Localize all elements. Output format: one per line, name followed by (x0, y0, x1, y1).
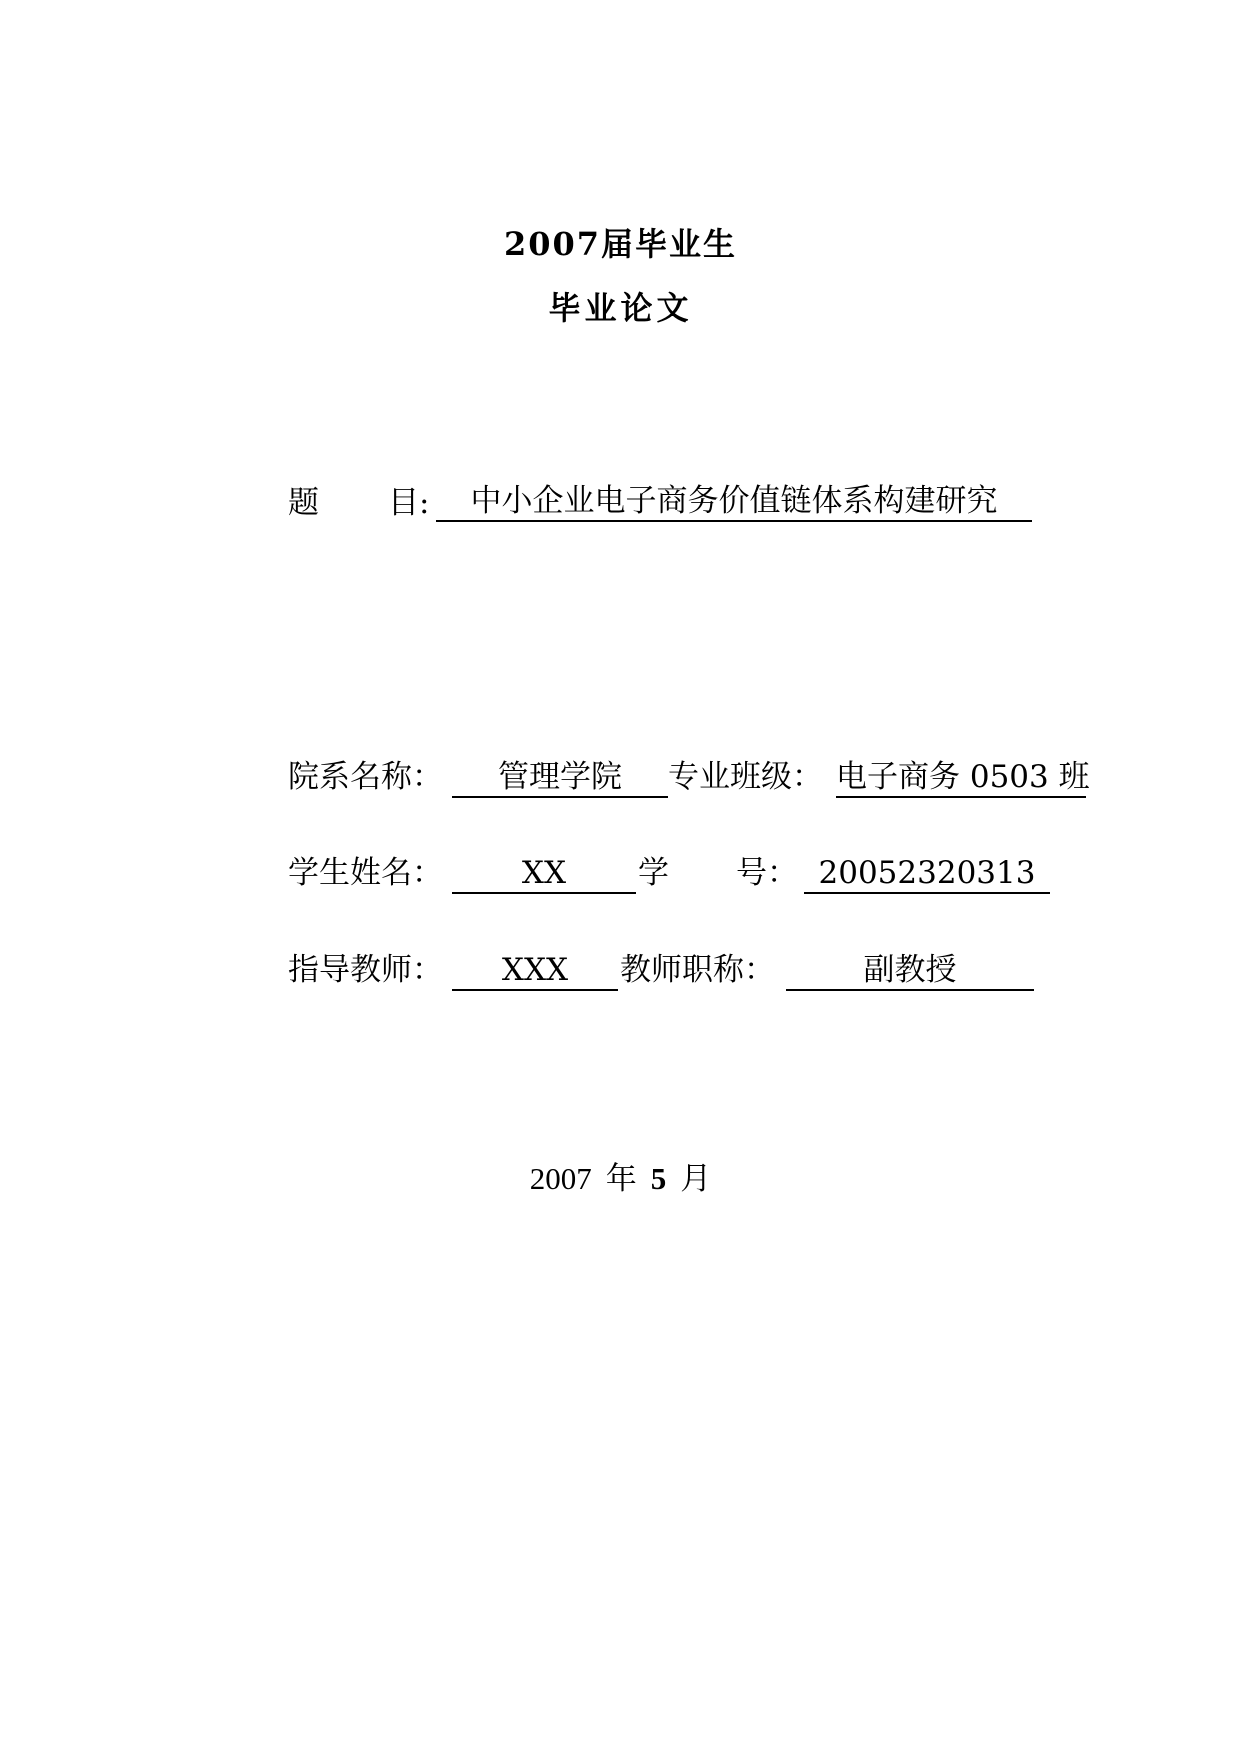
title-label-part1: 题 (288, 485, 319, 521)
date-month-suffix: 月 (680, 1161, 712, 1197)
date-year-suffix: 年 (605, 1161, 637, 1197)
thesis-title-value: 中小企业电子商务价值链体系构建研究 (436, 486, 1032, 522)
student-name-value: XX (452, 858, 636, 894)
student-id-label-part2: 号： (736, 855, 798, 891)
department-label: 院系名称： (288, 759, 443, 795)
student-id-value: 20052320313 (804, 858, 1050, 894)
submission-date (0, 1163, 1241, 1195)
advisor-value: XXX (452, 955, 618, 991)
class-value: 电子商务 0503 班 (836, 762, 1086, 798)
title-label-part2: 目: (388, 485, 430, 521)
date-year: 2007 (529, 1161, 592, 1196)
class-label: 专业班级： (668, 759, 823, 795)
student-name-label: 学生姓名： (288, 855, 443, 891)
advisor-title-label: 教师职称： (620, 952, 775, 988)
cover-document-type: 毕业论文 (548, 289, 693, 327)
cover-year-line: 2007届毕业生 (503, 225, 738, 263)
date-month: 5 (650, 1161, 667, 1196)
advisor-title-value: 副教授 (786, 955, 1034, 991)
advisor-label: 指导教师： (288, 952, 443, 988)
student-id-label-part1: 学 (638, 855, 669, 891)
department-value: 管理学院 (452, 762, 668, 798)
